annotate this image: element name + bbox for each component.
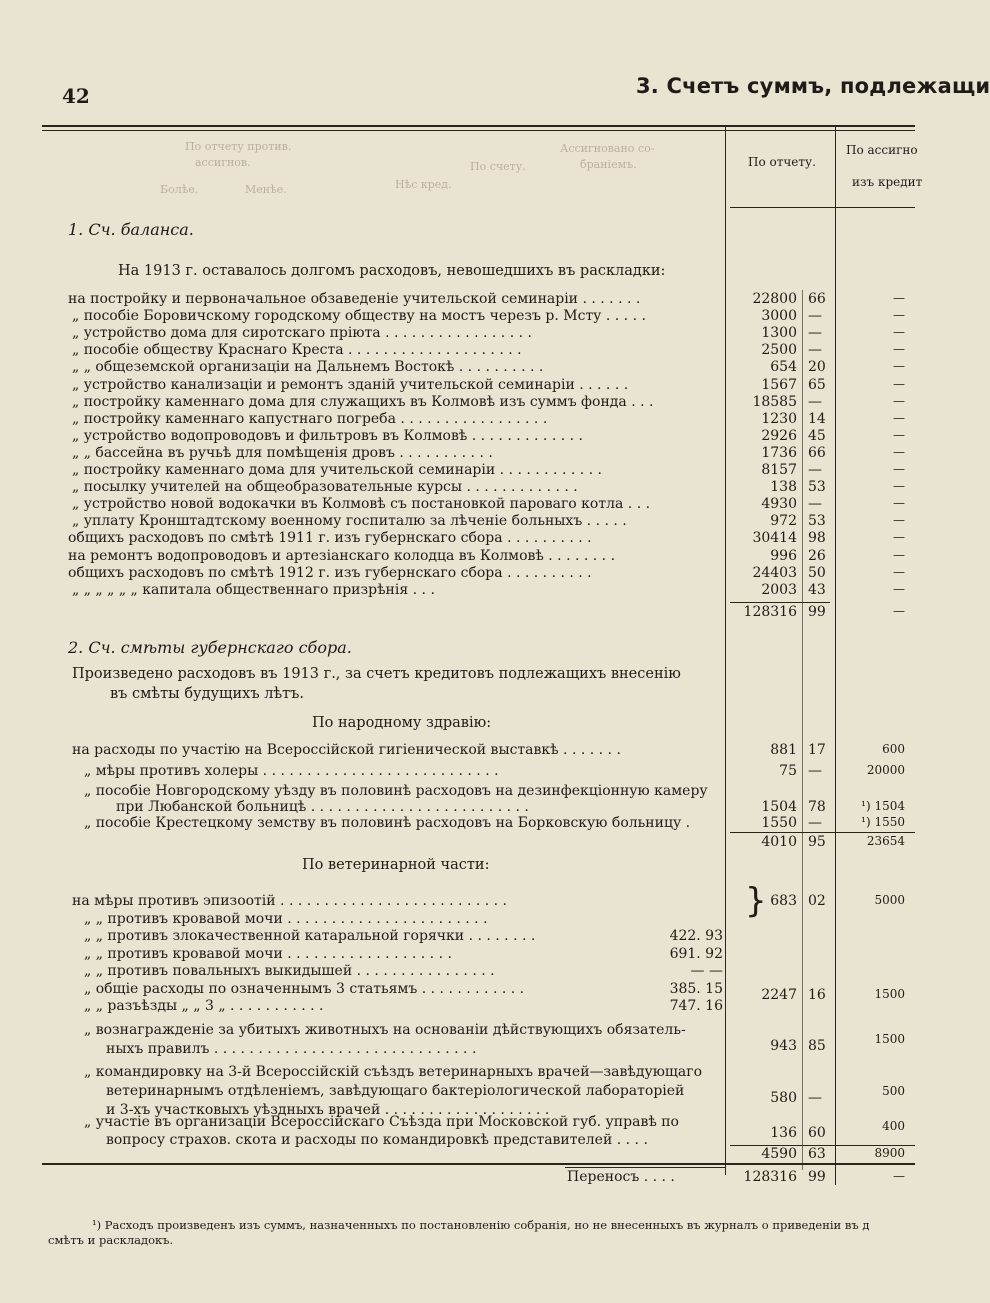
- row-label: „ командировку на 3-й Всероссійскій съѣздъ ветеринарныхъ врачей—завѣдующаго: [84, 1064, 703, 1080]
- row-assign: —: [893, 342, 905, 357]
- row-kop: 53: [808, 479, 826, 496]
- carry-row: [0, 1169, 915, 1186]
- section-1-subtitle: На 1913 г. оставалось долгомъ расходовъ, невошедшихъ въ раскладки:: [118, 263, 666, 279]
- table-row: [0, 799, 915, 816]
- table-row: [0, 513, 915, 530]
- ghost-header: браніемъ.: [580, 158, 637, 171]
- row-value: 24403: [752, 564, 797, 581]
- table-row: [0, 496, 915, 513]
- row-assign: 600: [882, 742, 905, 756]
- header-bottom-rule: [730, 207, 915, 208]
- row-assign: —: [893, 325, 905, 340]
- table-row: [0, 548, 915, 565]
- row-label: „ устройство новой водокачки въ Колмовѣ съ постановкой пароваго котла . . .: [72, 496, 651, 513]
- table-row: [0, 479, 915, 496]
- row-inner-value: 691. 92: [669, 945, 723, 962]
- total-value: 4590: [761, 1146, 797, 1162]
- row-kop: 65: [808, 376, 826, 393]
- row-label: „ посылку учителей на общеобразовательные курсы . . . . . . . . . . . . .: [72, 479, 578, 496]
- top-rule: [42, 125, 915, 127]
- total-value: 128316: [743, 604, 797, 620]
- row-label: „ „ бассейна въ ручьѣ для помѣщенія дровъ . . . . . . . . . . .: [72, 444, 493, 461]
- footnote-line-1: ¹) Расходъ произведенъ изъ суммъ, назначенныхъ по постановленію собранія, но не внесенныхъ въ журналъ о приведеніи въ д: [92, 1218, 870, 1232]
- brace-mark: }: [745, 881, 767, 921]
- total-kop: 63: [808, 1146, 826, 1162]
- row-kop: —: [808, 342, 822, 359]
- page-number: 42: [62, 84, 90, 108]
- table-row: [0, 582, 915, 599]
- row-assign: ¹) 1550: [861, 815, 905, 829]
- row-assign: —: [893, 308, 905, 323]
- row-kop: —: [808, 325, 822, 342]
- row-assign: —: [893, 479, 905, 494]
- row-label: „ пособіе Новгородскому уѣзду въ половинѣ расходовъ на дезинфекціонную камеру: [84, 783, 708, 799]
- row-label: „ „ противъ кровавой мочи . . . . . . . . . . . . . . . . . . .: [84, 945, 452, 962]
- row-assign: —: [893, 291, 905, 305]
- section-1-total-row: [0, 604, 915, 621]
- row-kop: 17: [808, 742, 826, 758]
- row-label: на мѣры противъ эпизоотій . . . . . . . . . . . . . . . . . . . . . . . . . .: [72, 893, 508, 909]
- assign: 5000: [874, 893, 905, 907]
- row-kop: —: [808, 496, 822, 513]
- col-head-assign-1: По ассигно: [846, 143, 918, 157]
- row-kop: 98: [808, 530, 826, 547]
- col-head-po-otchetu: По отчету.: [748, 155, 816, 169]
- row-label: при Любанской больницѣ . . . . . . . . . . . . . . . . . . . . . . . . .: [116, 799, 529, 815]
- row-assign: —: [893, 393, 905, 408]
- table-row: [0, 411, 915, 428]
- table-row: [0, 783, 915, 800]
- row-kop: 20: [808, 359, 826, 376]
- row-kop: 43: [808, 581, 826, 598]
- page-title: 3. Счетъ суммъ, подлежащи: [636, 74, 990, 98]
- row-value: 1567: [761, 376, 797, 393]
- row-value: 18585: [752, 393, 797, 410]
- row-value: 4930: [761, 496, 797, 513]
- reward-value-row: [0, 1032, 915, 1055]
- row-value: 1300: [761, 325, 797, 342]
- row-label: „ постройку каменнаго капустнаго погреба . . . . . . . . . . . . . . . . .: [72, 410, 548, 427]
- table-row: [0, 530, 915, 547]
- bottom-rule: [42, 1163, 915, 1165]
- col-head-assign-2: изъ кредит: [852, 175, 923, 189]
- ghost-header: По отчету против.: [185, 140, 292, 153]
- row-label: „ пособіе Боровичскому городскому обществу на мостъ черезъ р. Мсту . . . . .: [72, 308, 646, 325]
- health-sum-rule: [730, 832, 915, 833]
- row-label: „ „ противъ злокачественной катаральной горячки . . . . . . . .: [84, 928, 536, 944]
- row-label: „ мѣры противъ холеры . . . . . . . . . . . . . . . . . . . . . . . . . . .: [84, 763, 499, 779]
- total-assign: 8900: [874, 1146, 905, 1160]
- reward-row-1: [0, 1022, 915, 1039]
- row-kop: —: [808, 308, 822, 325]
- health-total-row: [0, 834, 915, 851]
- row-value: 3000: [761, 308, 797, 325]
- row-value: 2500: [761, 342, 797, 359]
- epizoot-value-row: [0, 893, 915, 910]
- value: 2247: [761, 987, 797, 1003]
- section-2-title: 2. Сч. смѣты губернскаго сбора.: [68, 638, 352, 657]
- row-kop: 14: [808, 410, 826, 427]
- row-value: 1230: [761, 410, 797, 427]
- section-2-intro-1: Произведено расходовъ въ 1913 г., за счетъ кредитовъ подлежащихъ внесенію: [72, 666, 681, 682]
- row-inner-value: 385. 15: [669, 980, 723, 997]
- row-label: общихъ расходовъ по смѣтѣ 1912 г. изъ губернскаго сбора . . . . . . . . . .: [68, 564, 592, 581]
- row-assign: —: [893, 376, 905, 391]
- row-label: „ устройство канализаціи и ремонтъ зданій учительской семинаріи . . . . . .: [72, 376, 629, 393]
- vet-sum-row: [0, 987, 915, 1004]
- row-assign: —: [893, 427, 905, 442]
- kop: 85: [808, 1038, 826, 1054]
- vet-total-row: [0, 1146, 915, 1163]
- assign: 1500: [874, 1032, 905, 1046]
- row-label: „ „ разъѣзды „ „ 3 „ . . . . . . . . . . .: [84, 998, 324, 1014]
- row-label: „ „ противъ повальныхъ выкидышей . . . . . . . . . . . . . . . .: [84, 963, 495, 979]
- footnote-line-2: смѣтъ и раскладокъ.: [48, 1233, 174, 1247]
- row-value: 654: [770, 359, 797, 376]
- row-value: 1736: [761, 444, 797, 461]
- table-row: [0, 565, 915, 582]
- row-value: 75: [779, 763, 797, 779]
- row-value: 1504: [761, 799, 797, 815]
- table-row: [0, 359, 915, 376]
- row-inner-value: 422. 93: [669, 928, 723, 944]
- row-label: на ремонтъ водопроводовъ и артезіанскаго колодца въ Колмовѣ . . . . . . . .: [68, 547, 616, 564]
- row-value: 8157: [761, 462, 797, 478]
- row-value: 972: [770, 513, 797, 530]
- subsection-health-title: По народному здравію:: [312, 715, 492, 731]
- ghost-header: Нѣс кред.: [395, 178, 452, 191]
- total-value: 4010: [761, 834, 797, 850]
- row-kop: 50: [808, 564, 826, 581]
- row-assign: —: [893, 462, 905, 476]
- assign: 1500: [874, 987, 905, 1001]
- value: 136: [770, 1125, 797, 1141]
- row-value: 30414: [752, 530, 797, 547]
- row-label: ныхъ правилъ . . . . . . . . . . . . . . . . . . . . . . . . . . . . . .: [106, 1041, 477, 1057]
- col-divider-1: [725, 125, 726, 1175]
- row-inner-value: 747. 16: [669, 998, 723, 1014]
- table-row: [0, 462, 915, 479]
- ghost-header: Ассигновано со-: [560, 142, 655, 155]
- row-assign: —: [893, 513, 905, 528]
- ghost-header: По счету.: [470, 160, 526, 173]
- row-label: „ вознагражденіе за убитыхъ животныхъ на основаніи дѣйствующихъ обязатель-: [84, 1022, 686, 1038]
- table-row: [0, 946, 915, 963]
- section-1-title: 1. Сч. баланса.: [68, 220, 194, 239]
- komand-row-1: [0, 1064, 915, 1081]
- kop: 60: [808, 1125, 826, 1141]
- row-label: общихъ расходовъ по смѣтѣ 1911 г. изъ губернскаго сбора . . . . . . . . . .: [68, 530, 592, 547]
- row-label: и 3-хъ участковыхъ уѣздныхъ врачей . . . . . . . . . . . . . . . . . . .: [106, 1102, 550, 1118]
- row-label: „ уплату Кронштадтскому военному госпиталю за лѣченіе больныхъ . . . . .: [72, 513, 627, 530]
- table-row: [0, 308, 915, 325]
- row-assign: —: [893, 581, 905, 596]
- table-row: [0, 911, 915, 928]
- row-kop: —: [808, 763, 822, 779]
- row-label: „ устройство водопроводовъ и фильтровъ въ Колмовѣ . . . . . . . . . . . . .: [72, 427, 583, 444]
- table-row: [0, 342, 915, 359]
- row-value: 2926: [761, 427, 797, 444]
- value: 943: [770, 1038, 797, 1054]
- row-kop: 53: [808, 513, 826, 530]
- row-assign: —: [893, 410, 905, 425]
- table-row: [0, 928, 915, 945]
- ghost-header: Менѣе.: [245, 183, 287, 196]
- row-kop: 66: [808, 444, 826, 461]
- table-row: [0, 763, 915, 780]
- row-label: на постройку и первоначальное обзаведеніе учительской семинаріи . . . . . . .: [68, 291, 641, 307]
- row-assign: —: [893, 564, 905, 579]
- carry-label: Переносъ . . . .: [567, 1169, 675, 1185]
- row-kop: —: [808, 815, 822, 831]
- row-kop: 45: [808, 427, 826, 444]
- table-row: [0, 815, 915, 832]
- row-label: „ пособіе Крестецкому земству въ половинѣ расходовъ на Борковскую больницу .: [84, 815, 691, 831]
- row-value: 1550: [761, 815, 797, 831]
- ghost-header: ассигнов.: [195, 156, 251, 169]
- value: 683: [770, 893, 797, 909]
- row-kop: —: [808, 462, 822, 478]
- kop: 16: [808, 987, 826, 1003]
- row-assign: —: [893, 444, 905, 459]
- top-rule-thin: [42, 130, 915, 131]
- row-label: „ участіе въ организаціи Всероссійскаго Съѣзда при Московской губ. управѣ по: [84, 1114, 679, 1130]
- row-label: „ пособіе обществу Краснаго Креста . . . . . . . . . . . . . . . . . . . .: [72, 342, 522, 359]
- kop: 02: [808, 893, 826, 909]
- value: 580: [770, 1090, 797, 1106]
- section-1-sum-rule: [730, 602, 830, 603]
- row-assign: —: [893, 496, 905, 511]
- carry-value: 128316: [743, 1169, 797, 1185]
- row-label: на расходы по участію на Всероссійской гигіенической выставкѣ . . . . . . .: [72, 742, 621, 758]
- carry-kop: 99: [808, 1169, 826, 1185]
- row-label: „ постройку каменнаго дома для учительской семинаріи . . . . . . . . . . . .: [72, 462, 603, 478]
- row-kop: 66: [808, 291, 826, 307]
- carry-rule: [565, 1167, 725, 1168]
- komand-value-row: [0, 1084, 915, 1107]
- table-row: [0, 325, 915, 342]
- row-kop: —: [808, 393, 822, 410]
- row-assign: 20000: [866, 763, 905, 777]
- row-kop: 26: [808, 547, 826, 564]
- row-kop: 78: [808, 799, 826, 815]
- table-row: [0, 377, 915, 394]
- table-row: [0, 963, 915, 980]
- assign: 500: [882, 1084, 905, 1098]
- row-label: „ „ „ „ „ „ капитала общественнаго призрѣнія . . .: [72, 581, 435, 598]
- table-row: [0, 394, 915, 411]
- row-label: „ устройство дома для сиротскаго пріюта . . . . . . . . . . . . . . . . .: [72, 325, 532, 342]
- ghost-header: Болѣе.: [160, 183, 199, 196]
- total-kop: 95: [808, 834, 826, 850]
- row-label: „ „ противъ кровавой мочи . . . . . . . . . . . . . . . . . . . . . . .: [84, 910, 488, 927]
- row-value: 2003: [761, 581, 797, 598]
- row-label: „ „ общеземской организаціи на Дальнемъ Востокѣ . . . . . . . . . .: [72, 359, 544, 376]
- row-inner-value: — —: [690, 963, 723, 979]
- assign: 400: [882, 1119, 905, 1133]
- row-assign: —: [893, 530, 905, 545]
- table-row: [0, 428, 915, 445]
- row-label: „ общіе расходы по означеннымъ 3 статьямъ . . . . . . . . . . . .: [84, 980, 525, 997]
- total-assign: 23654: [866, 834, 905, 848]
- row-value: 138: [770, 479, 797, 496]
- row-assign: —: [893, 359, 905, 374]
- table-row: [0, 445, 915, 462]
- table-row: [0, 291, 915, 308]
- row-value: 22800: [752, 291, 797, 307]
- row-assign: ¹) 1504: [861, 799, 905, 813]
- row-label: вопросу страхов. скота и расходы по командировкѣ представителей . . . .: [106, 1132, 648, 1148]
- row-value: 881: [770, 742, 797, 758]
- subsection-vet-title: По ветеринарной части:: [302, 857, 490, 873]
- row-assign: —: [893, 547, 905, 562]
- kop: —: [808, 1090, 822, 1106]
- total-assign: —: [893, 604, 905, 618]
- carry-assign: —: [893, 1169, 905, 1183]
- table-row: [0, 742, 915, 759]
- total-kop: 99: [808, 604, 826, 620]
- row-label: ветеринарнымъ отдѣленіемъ, завѣдующаго бактеріологической лабораторіей: [106, 1083, 685, 1099]
- row-label: „ постройку каменнаго дома для служащихъ въ Колмовѣ изъ суммъ фонда . . .: [72, 393, 654, 410]
- section-2-intro-2: въ смѣты будущихъ лѣтъ.: [110, 686, 305, 702]
- row-value: 996: [770, 547, 797, 564]
